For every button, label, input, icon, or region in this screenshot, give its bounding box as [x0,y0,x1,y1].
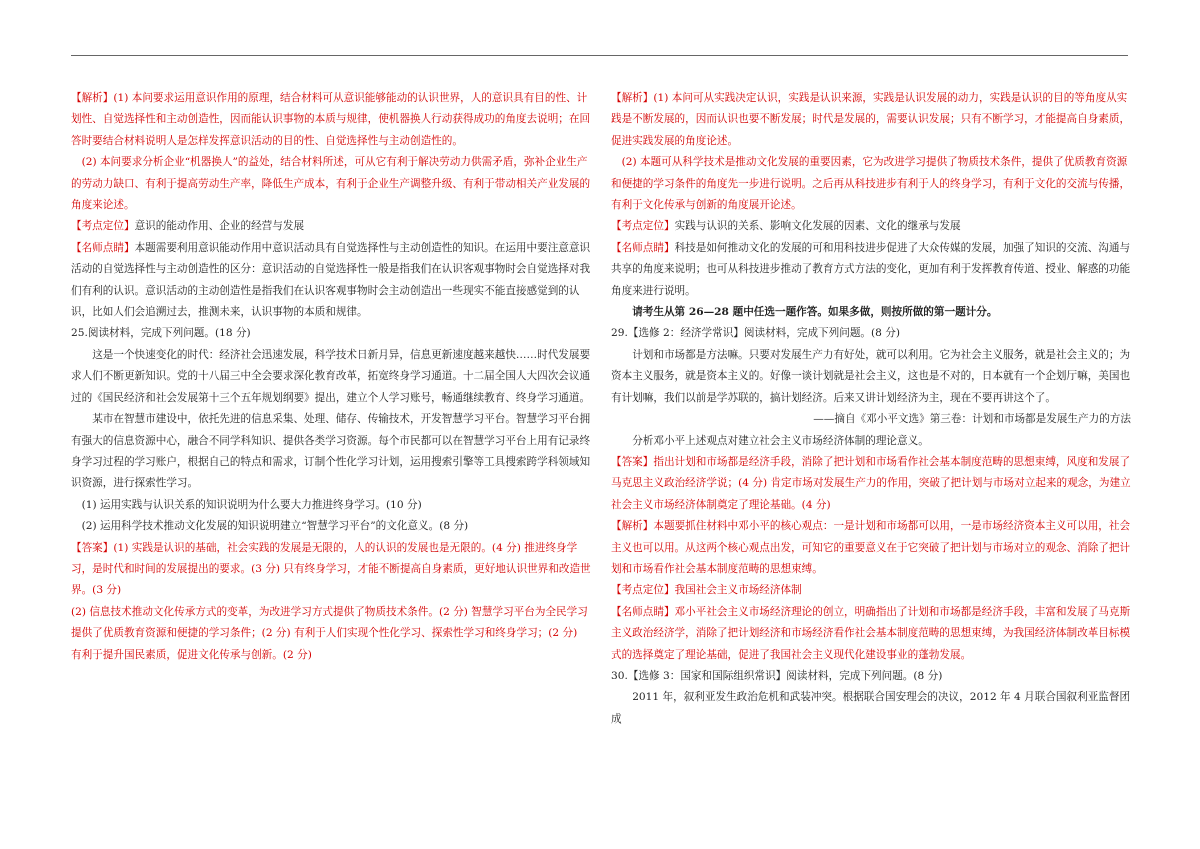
analysis-paragraph-1: 【解析】(1) 本问要求运用意识作用的原理，结合材料可从意识能够能动的认识世界，人的意识具有目的性、计划性、自觉选择性和主动创造性，因而能认识事物的本质与规律，使机器换人行动获得成功的角度去说明；在回答时要结合材料说明人是怎样发挥意识活动的目的性、自觉选择性与主动创造性的。 [71,92,591,147]
teacher-comment-text-2: 科技是如何推动文化的发展的可和用科技进步促进了大众传媒的发展，加强了知识的交流、沟通与共享的角度来说明；也可从科技进步推动了教育方式方法的变化，更加有利于发挥教育传道、授业、解惑的功能角度来进行说明。 [611,241,1131,297]
question-29-answer: 【答案】指出计划和市场都是经济手段，消除了把计划和市场看作社会基本制度范畴的思想束缚，风度和发展了马克思主义政治经济学说；(4 分) 肯定市场对发展生产力的作用，突破了把计划与市场对立起来的观念，为建立社会主义市场经济体制奠定了理论基础。(4 分) [611,455,1131,511]
teacher-comment [71,238,591,324]
exam-point-text-2: 实践与认识的关系、影响文化发展的因素、文化的继承与发展 [674,220,961,233]
question-29-material: 计划和市场都是方法嘛。只要对发展生产力有好处，就可以利用。它为社会主义服务，就是社会主义的；为资本主义服务，就是资本主义的。好像一谈计划就是社会主义，这也是不对的，日本就有一个企划厅嘛，美国也有计划嘛，我们以前是学苏联的，搞计划经济。后来又讲计划经济为主，现在不要再讲这个了。 [611,348,1131,404]
analysis-paragraph-2: (2) 本问要求分析企业“机器换人”的益处，结合材料所述，可从它有利于解决劳动力供需矛盾，弥补企业生产的劳动力缺口、有利于提高劳动生产率，降低生产成本，有利于企业生产调整升级、有利于带动相关产业发展的角度来论述。 [71,156,591,212]
analysis-paragraph-4: (2) 本题可从科学技术是推动文化发展的重要因素，它为改进学习提供了物质技术条件，提供了优质教育资源和便捷的学习条件的角度先一步进行说明。之后再从科技进步有利于人的终身学习，有利于文化的交流与传播，有利于文化传承与创新的角度展开论述。 [611,156,1131,212]
question-29-source: ——摘自《邓小平文选》第三卷：计划和市场都是发展生产力的方法 [813,413,1131,426]
right-column [611,88,1131,730]
question-29-exam-point: 【考点定位】我国社会主义市场经济体制 [611,584,802,597]
exam-point [71,216,591,237]
question-25-material-1: 这是一个快速变化的时代：经济社会迅速发展，科学技术日新月异，信息更新速度越来越快……时代发展要求人们不断更新知识。党的十八届三中全会要求深化教育改革，拓宽终身学习通道。十二届全国人大四次会议通过的《国民经济和社会发展第十三个五年规划纲要》提出，建立个人学习账号，畅通继续教育、终身学习通道。 [71,348,591,404]
exam-point-2 [611,216,1131,237]
exam-point-text: 意识的能动作用、企业的经营与发展 [134,220,305,233]
exam-point-tag-2: 【考点定位】 [611,220,675,233]
question-29-teacher-comment: 【名师点睛】邓小平社会主义市场经济理论的创立，明确指出了计划和市场都是经济手段，丰富和发展了马克斯主义政治经济学，消除了把计划经济和市场经济看作社会基本制度范畴的思想束缚，为我国经济体制改革目标模式的选择奠定了理论基础，促进了我国社会主义现代化建设事业的蓬勃发展。 [611,605,1131,661]
question-29-question: 分析邓小平上述观点对建立社会主义市场经济体制的理论意义。 [632,434,929,447]
teacher-comment-2 [611,238,1131,302]
teacher-comment-tag: 【名师点睛】 [71,241,135,254]
question-29-analysis: 【解析】本题要抓住材料中邓小平的核心观点：一是计划和市场都可以用，一是市场经济资本主义可以用，社会主义也可以用。从这两个核心观点出发，可知它的重要意义在于它突破了把计划与市场对立的观念、消除了把计划和市场看作社会基本制度范畴的思想束缚。 [611,520,1131,575]
answer-paragraph-1: 【答案】(1) 实践是认识的基础，社会实践的发展是无限的，人的认识的发展也是无限的。(4 分) 推进终身学习，是时代和时间的发展提出的要求。(3 分) 只有终身学习，才能不断提高自身素质，更好地认识世界和改造世界。(3 分) [71,541,591,597]
question-29-title: 29.【选修 2：经济学常识】阅读材料，完成下列问题。(8 分) [611,327,900,340]
answer-paragraph-2: (2) 信息技术推动文化传承方式的变革，为改进学习方式提供了物质技术条件。(2 分) 智慧学习平台为全民学习提供了优质教育资源和便捷的学习条件；(2 分) 有利于人们实现个性化学习、探索性学习和终身学习；(2 分) 有利于提升国民素质，促进文化传承与创新。(2 分) [71,605,588,661]
question-30-material: 2011 年，叙利亚发生政治危机和武装冲突。根据联合国安理会的决议，2012 年 4 月联合国叙利亚监督团成 [611,691,1131,725]
header-rule [71,55,1128,56]
teacher-comment-tag-2: 【名师点睛】 [611,241,675,254]
question-25-title: 25.阅读材料，完成下列问题。(18 分) [71,327,251,340]
question-25-material-2: 某市在智慧市建设中，依托先进的信息采集、处理、储存、传输技术，开发智慧学习平台。智慧学习平台拥有强大的信息资源中心，融合不同学科知识、提供各类学习资源。每个市民都可以在智慧学习平台上用有记录终身学习过程的学习账户，根据自己的特点和需求，订制个性化学习计划，运用搜索引擎等工具搜索跨学科领域知识资源，进行探索性学习。 [71,413,591,490]
exam-point-tag: 【考点定位】 [71,220,135,233]
left-column [71,88,591,666]
question-30-title: 30.【选修 3：国家和国际组织常识】阅读材料，完成下列问题。(8 分) [611,669,943,682]
question-25-sub-2: (2) 运用科学技术推动文化发展的知识说明建立“智慧学习平台”的文化意义。(8 分) [81,520,469,533]
question-25-sub-1: (1) 运用实践与认识关系的知识说明为什么要大力推进终身学习。(10 分) [81,498,422,511]
teacher-comment-text: 本题需要利用意识能动作用中意识活动具有自觉选择性与主动创造性的知识。在运用中要注意意识活动的自觉选择性与主动创造性的区分：意识活动的自觉选择性一般是指我们在认识客观事物时会自觉选择对我们有利的认识。意识活动的主动创造性是指我们在认识客观事物时会主动创造出一些现实不能直接感觉到的认识，比如人们会追溯过去，推测未来，认识事物的本质和规律。 [71,241,591,319]
analysis-paragraph-3: 【解析】(1) 本问可从实践决定认识，实践是认识来源，实践是认识发展的动力，实践是认识的目的等角度从实践是不断发展的，因而认识也要不断发展；时代是发展的，需要认识发展；只有不断学习，才能提高自身素质，促进实践发展的角度论述。 [611,92,1131,147]
elective-notice: 请考生从第 26—28 题中任选一题作答。如果多做，则按所做的第一题计分。 [632,306,998,319]
